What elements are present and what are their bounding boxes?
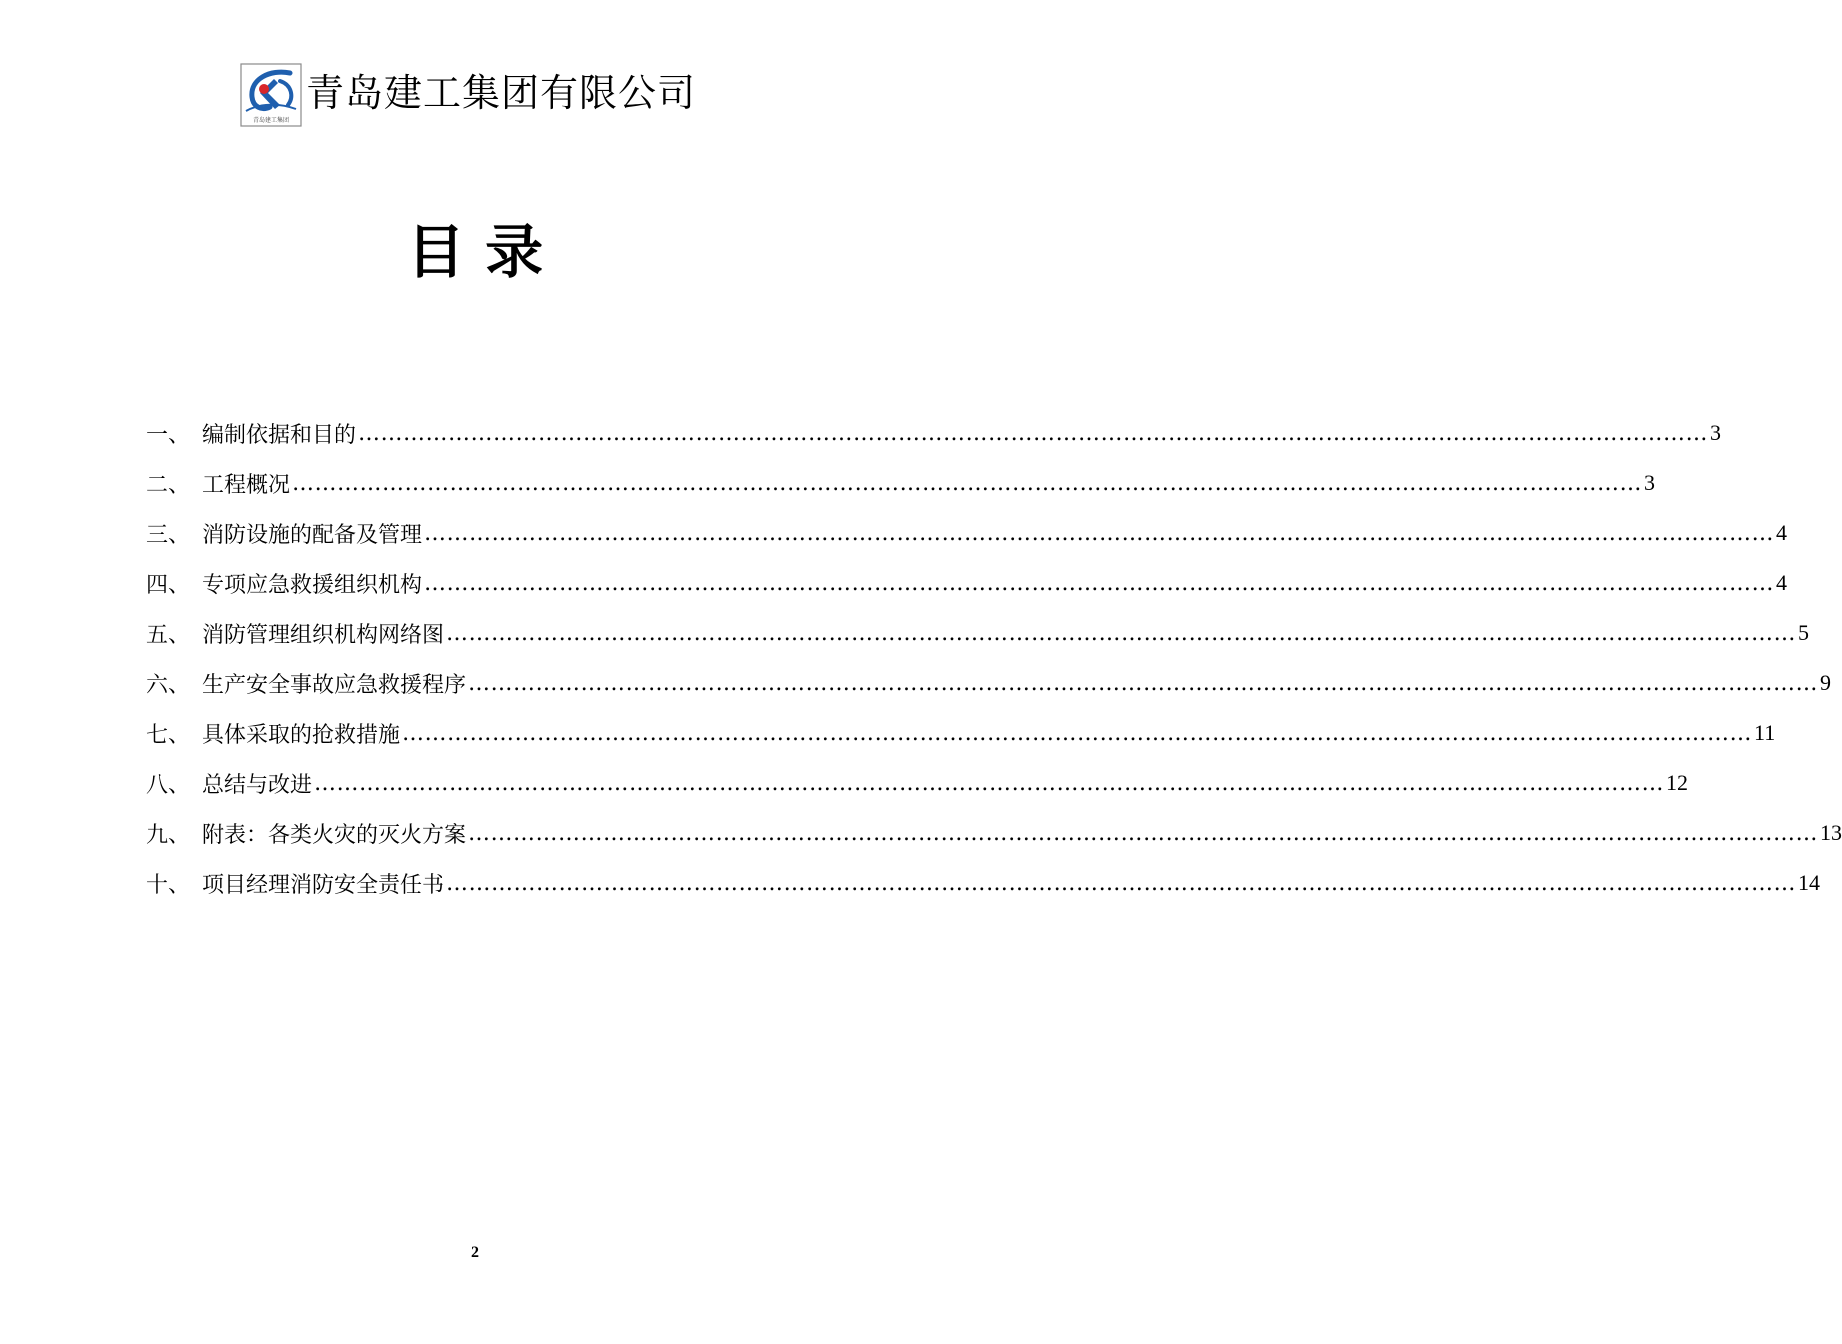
toc-dot-leader: ………………………………………………………………………………………………………………………………………………………………	[446, 620, 1797, 646]
toc-entry-title: 消防管理组织机构网络图	[202, 622, 445, 648]
page-number: 2	[471, 1244, 479, 1261]
toc-dot-leader: ………………………………………………………………………………………………………………………………………………………………	[446, 870, 1797, 896]
toc-entry-number: 五、	[146, 622, 191, 648]
toc-dot-leader: ………………………………………………………………………………………………………………………………………………………………	[424, 570, 1775, 596]
toc-dot-leader: ………………………………………………………………………………………………………………………………………………………………	[292, 470, 1643, 496]
toc-entry-page: 4	[1776, 570, 1788, 595]
toc-entry-page: 5	[1798, 620, 1810, 645]
toc-entry-page: 14	[1798, 870, 1821, 895]
toc-entry-title: 专项应急救援组织机构	[202, 572, 423, 598]
toc-entry-number: 二、	[146, 472, 191, 498]
toc-dot-leader: ………………………………………………………………………………………………………………………………………………………………	[468, 820, 1819, 846]
toc-entry-page: 13	[1820, 820, 1842, 845]
toc-entry[interactable]	[146, 508, 1788, 558]
toc-entry-page: 9	[1820, 670, 1832, 695]
toc-entry-number: 一、	[146, 422, 191, 448]
toc-entry-number: 六、	[146, 672, 191, 698]
toc-entry[interactable]	[146, 408, 1722, 458]
toc-entry-title: 生产安全事故应急救援程序	[202, 672, 467, 698]
toc-dot-leader: ………………………………………………………………………………………………………………………………………………………………	[468, 670, 1819, 696]
toc-entry-page: 12	[1666, 770, 1689, 795]
toc-entry-number: 九、	[146, 822, 191, 848]
toc-entry-page: 11	[1754, 720, 1776, 745]
toc-entry[interactable]	[146, 608, 1810, 658]
company-logo	[240, 63, 302, 127]
toc-entry-page: 3	[1644, 470, 1656, 495]
toc-dot-leader: ………………………………………………………………………………………………………………………………………………………………	[358, 420, 1709, 446]
toc-entry-title: 总结与改进	[202, 772, 313, 798]
toc-entry-number: 七、	[146, 722, 191, 748]
toc-dot-leader: ………………………………………………………………………………………………………………………………………………………………	[424, 520, 1775, 546]
toc-entry-number: 十、	[146, 872, 191, 898]
toc-entry-title: 项目经理消防安全责任书	[202, 872, 445, 898]
logo-caption: 青岛建工集团	[252, 117, 290, 124]
toc-entry[interactable]	[146, 858, 1821, 908]
toc-entry-title: 附表：各类火灾的灭火方案	[202, 822, 467, 848]
toc-entry-number: 四、	[146, 572, 191, 598]
toc-entry-title: 编制依据和目的	[202, 422, 357, 448]
company-name: 青岛建工集团有限公司	[306, 71, 697, 115]
toc-entry-title: 具体采取的抢救措施	[202, 722, 401, 748]
toc-entry[interactable]	[146, 708, 1776, 758]
toc-entry[interactable]	[146, 758, 1689, 808]
toc-entry[interactable]	[146, 658, 1832, 708]
table-of-contents	[146, 408, 1842, 908]
toc-entry-title: 工程概况	[202, 472, 291, 498]
toc-entry-title: 消防设施的配备及管理	[202, 522, 423, 548]
toc-entry[interactable]	[146, 458, 1656, 508]
toc-entry-number: 三、	[146, 522, 191, 548]
toc-entry-page: 3	[1710, 420, 1722, 445]
page-header	[240, 62, 696, 128]
toc-dot-leader: ………………………………………………………………………………………………………………………………………………………………	[402, 720, 1753, 746]
toc-entry-number: 八、	[146, 772, 191, 798]
toc-entry-page: 4	[1776, 520, 1788, 545]
page-title: 目 录	[406, 218, 544, 286]
toc-entry[interactable]	[146, 808, 1842, 858]
toc-entry[interactable]	[146, 558, 1788, 608]
toc-dot-leader: ………………………………………………………………………………………………………………………………………………………………	[314, 770, 1665, 796]
